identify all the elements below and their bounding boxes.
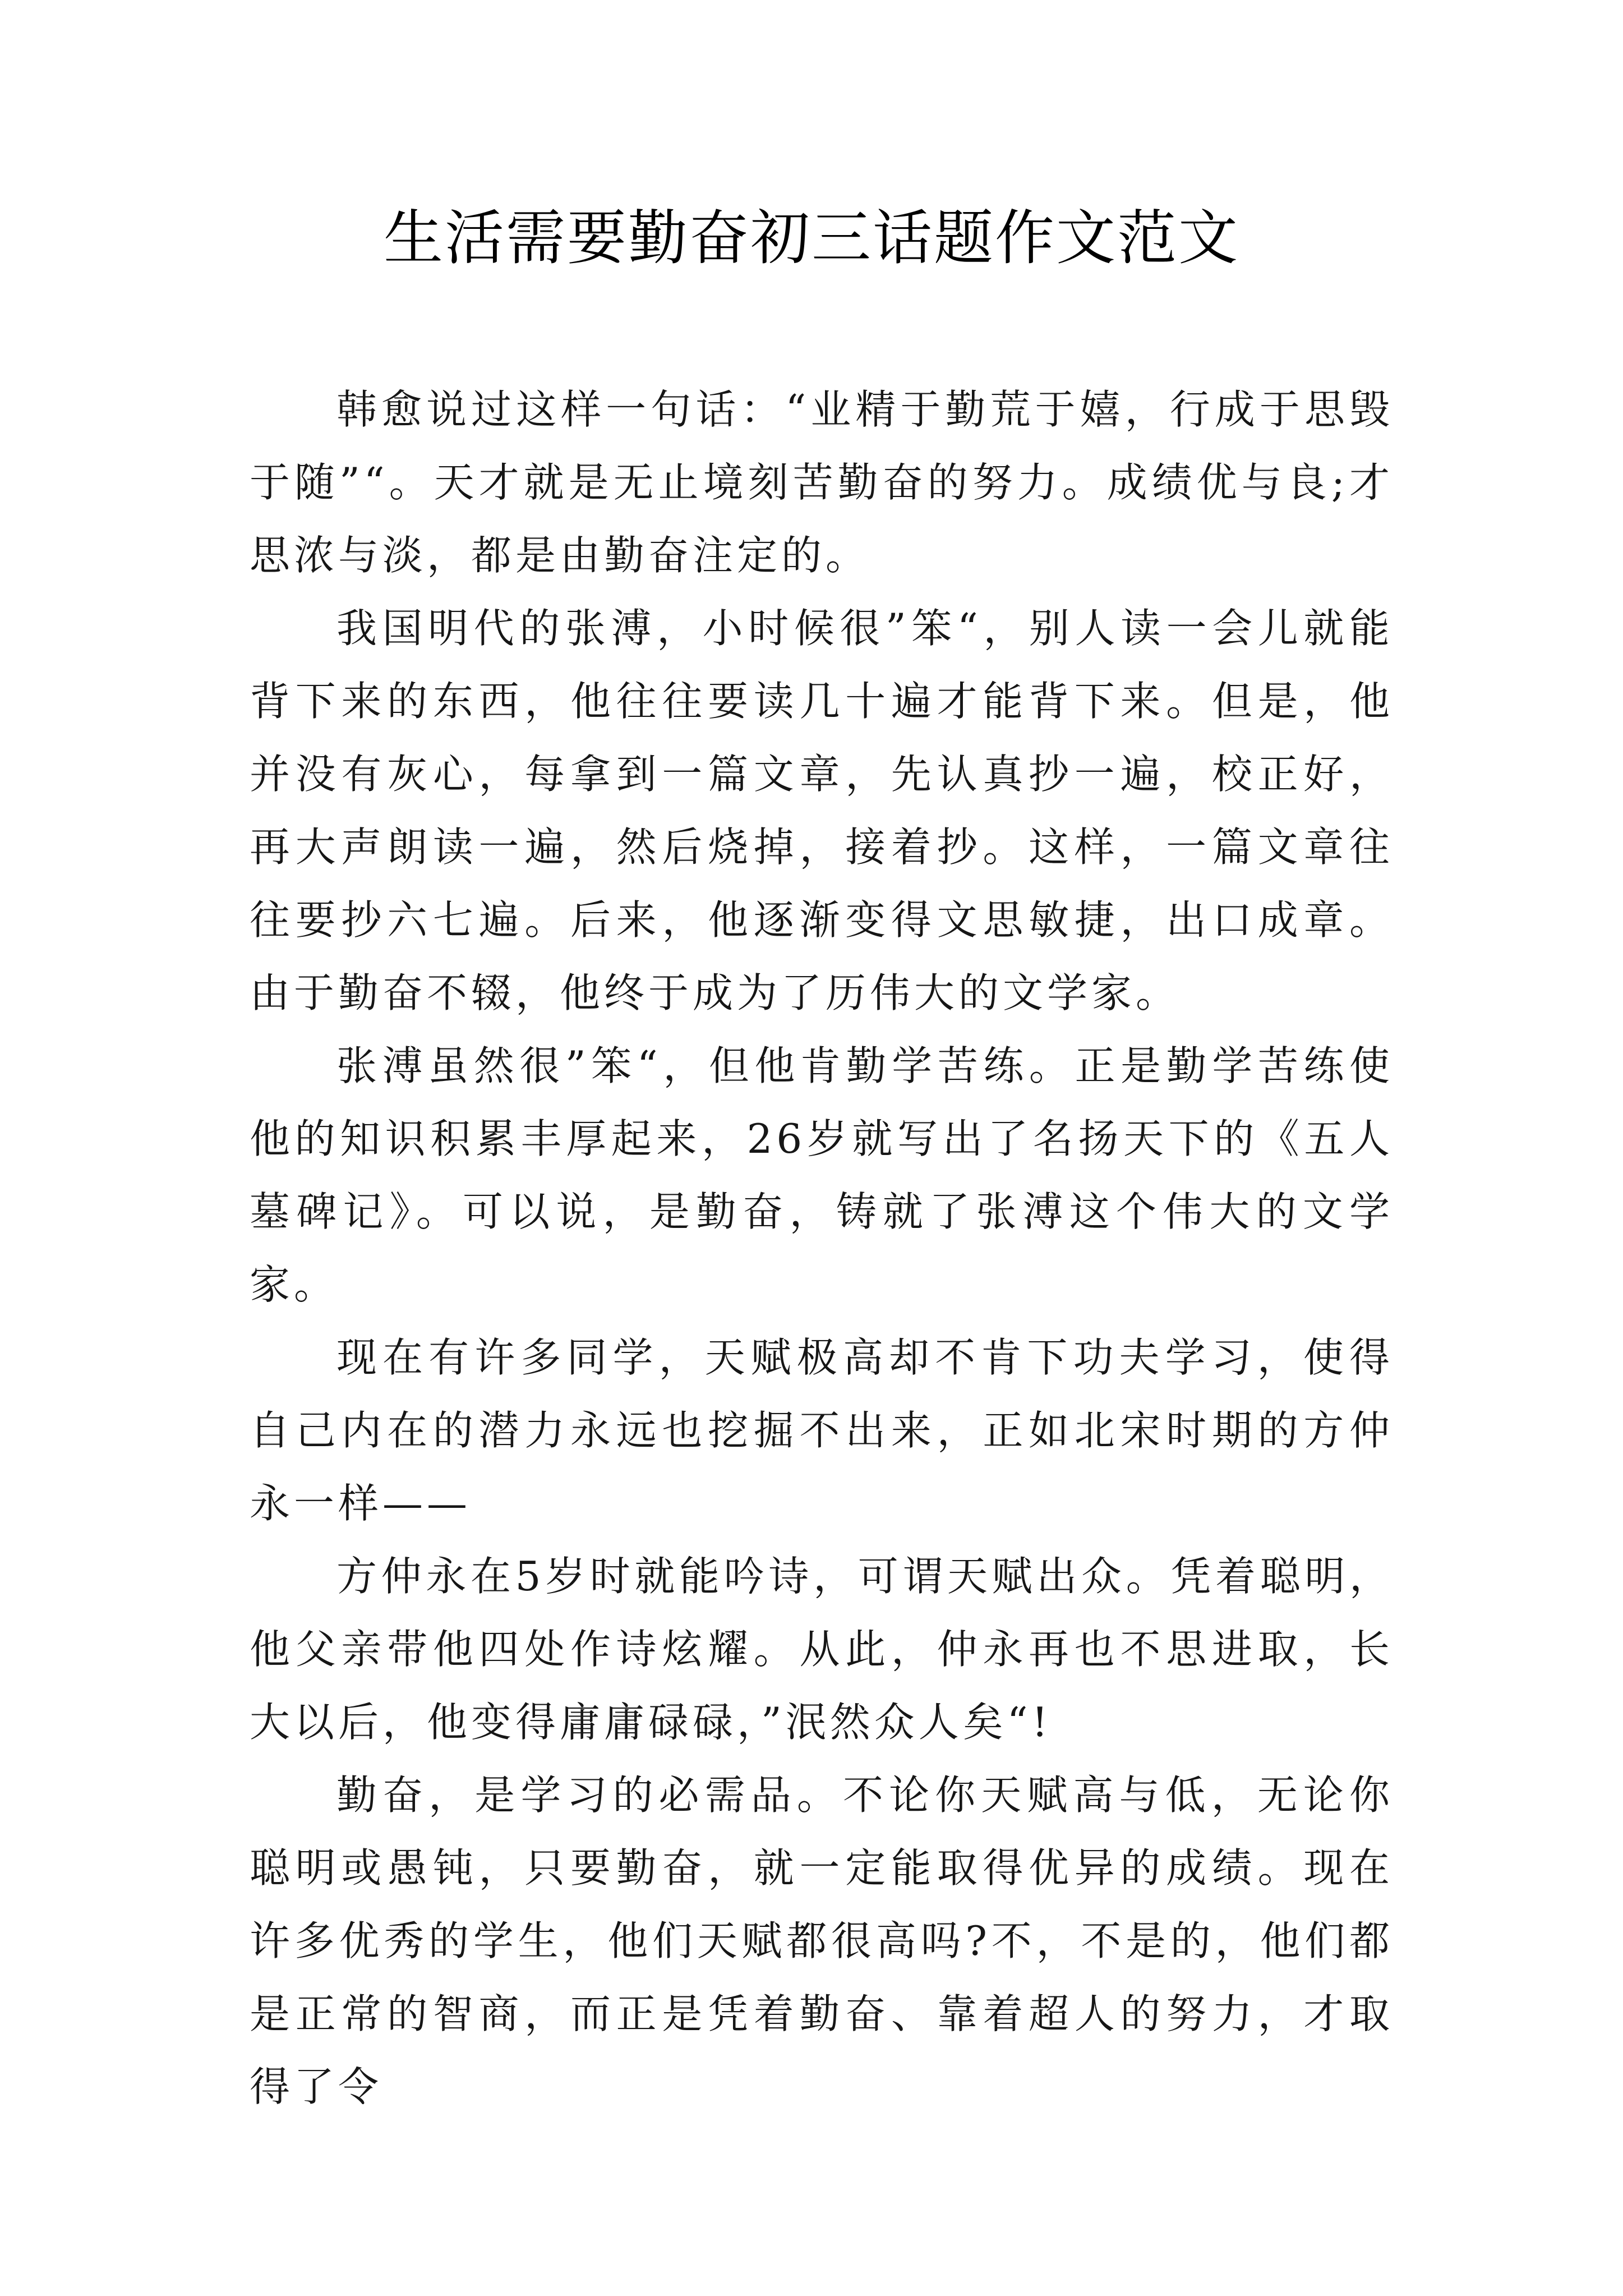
- paragraph-4: 现在有许多同学，天赋极高却不肯下功夫学习，使得自己内在的潜力永远也挖掘不出来，正如北宋时期的方仲永一样——: [250, 1334, 1394, 1527]
- paragraph-6: 勤奋，是学习的必需品。不论你天赋高与低，无论你聪明或愚钝，只要勤奋，就一定能取得优异的成绩。现在许多优秀的学生，他们天赋都很高吗?不，不是的，他们都是正常的智商，而正是凭着勤奋、靠着超人的努力，才取得了令: [250, 1772, 1394, 2110]
- document-title: 生活需要勤奋初三话题作文范文: [384, 204, 1239, 273]
- paragraph-1: 韩愈说过这样一句话：“业精于勤荒于嬉，行成于思毁于随”“。天才就是无止境刻苦勤奋的努力。成绩优与良;才思浓与淡，都是由勤奋注定的。: [250, 386, 1394, 579]
- document-body: [250, 373, 1394, 2123]
- paragraph-5: 方仲永在5岁时就能吟诗，可谓天赋出众。凭着聪明，他父亲带他四处作诗炫耀。从此，仲永再也不思进取，长大以后，他变得庸庸碌碌，”泯然众人矣“!: [250, 1553, 1394, 1746]
- paragraph-3: 张溥虽然很”笨“，但他肯勤学苦练。正是勤学苦练使他的知识积累丰厚起来，26岁就写出了名扬天下的《五人墓碑记》。可以说，是勤奋，铸就了张溥这个伟大的文学家。: [250, 1042, 1394, 1308]
- paragraph-2: 我国明代的张溥，小时候很”笨“，别人读一会儿就能背下来的东西，他往往要读几十遍才能背下来。但是，他并没有灰心，每拿到一篇文章，先认真抄一遍，校正好，再大声朗读一遍，然后烧掉，接着抄。这样，一篇文章往往要抄六七遍。后来，他逐渐变得文思敏捷，出口成章。由于勤奋不辍，他终于成为了历伟大的文学家。: [250, 605, 1394, 1016]
